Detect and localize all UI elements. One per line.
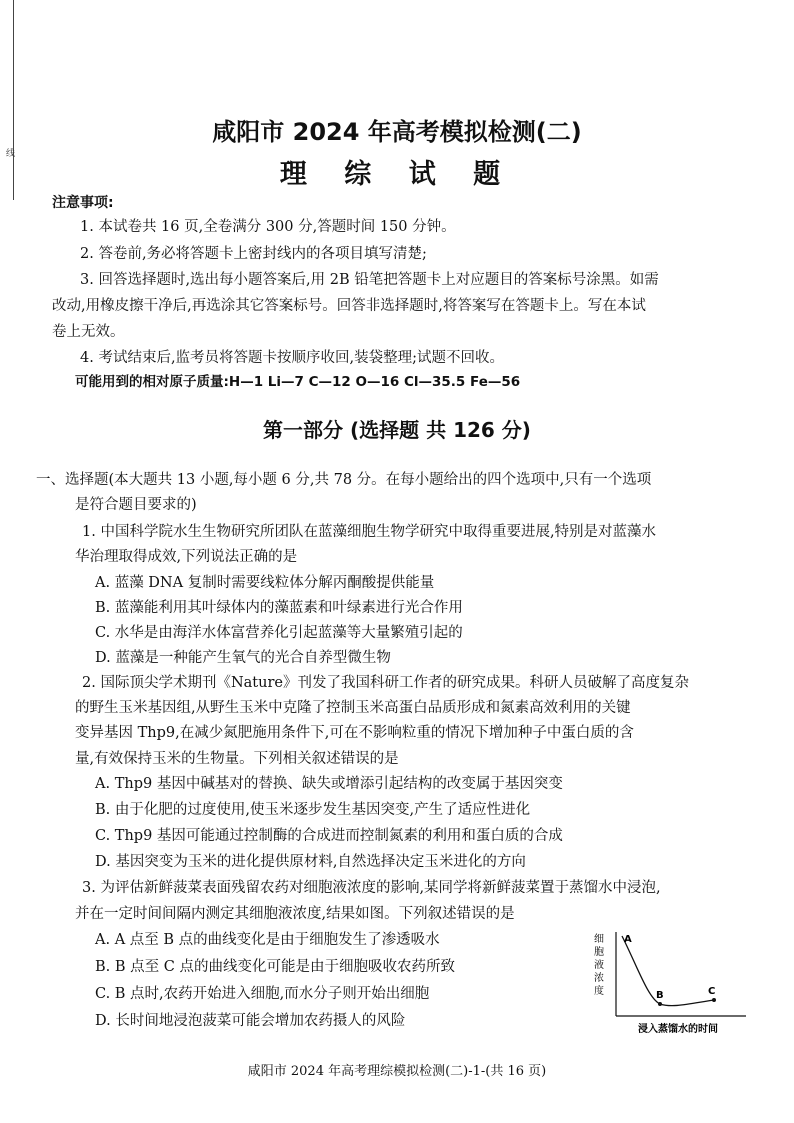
x-axis-label: 浸入蒸馏水的时间: [638, 1024, 718, 1035]
binding-mark: 线: [4, 148, 14, 157]
exam-subtitle: 理 综 试 题: [279, 159, 515, 190]
question-stem: 2. 国际顶尖学术期刊《Nature》刊发了我国科研工作者的研究成果。科研人员破解了高度复杂: [82, 675, 689, 691]
notice-item: 改动,用橡皮擦干净后,再选涂其它答案标号。回答非选择题时,将答案写在答题卡上。写在本试: [52, 298, 646, 314]
notice-item: 卷上无效。: [52, 324, 125, 340]
option-d: D. 蓝藻是一种能产生氧气的光合自养型微生物: [95, 650, 391, 666]
notice-item: 3. 回答选择题时,选出每小题答案后,用 2B 铅笔把答题卡上对应题目的答案标号涂黑。如需: [80, 272, 659, 288]
ylabel-char: 度: [594, 986, 604, 997]
question-stem: 并在一定时间间隔内测定其细胞液浓度,结果如图。下列叙述错误的是: [75, 906, 515, 922]
option-c: C. Thp9 基因可能通过控制酶的合成进而控制氮素的利用和蛋白质的合成: [95, 828, 563, 844]
ylabel-char: 液: [594, 960, 604, 971]
ylabel-char: 浓: [594, 973, 604, 984]
atomic-mass-line: 可能用到的相对原子质量:H—1 Li—7 C—12 O—16 Cl—35.5 Fe—56: [75, 374, 521, 390]
point-label-c: C: [708, 986, 716, 997]
question-stem: 华治理取得成效,下列说法正确的是: [75, 549, 298, 565]
concentration-curve: [622, 936, 714, 1006]
exam-title: 咸阳市 2024 年高考模拟检测(二): [212, 118, 582, 146]
notice-item: 1. 本试卷共 16 页,全卷满分 300 分,答题时间 150 分钟。: [80, 219, 456, 235]
point-b-marker: [658, 1002, 662, 1006]
option-a: A. Thp9 基因中碱基对的替换、缺失或增添引起结构的改变属于基因突变: [95, 776, 563, 792]
point-label-b: B: [656, 990, 664, 1001]
option-b: B. B 点至 C 点的曲线变化可能是由于细胞吸收农药所致: [95, 959, 455, 975]
question-stem: 变异基因 Thp9,在减少氮肥施用条件下,可在不影响粒重的情况下增加种子中蛋白质的含: [75, 725, 634, 741]
option-c: C. B 点时,农药开始进入细胞,而水分子则开始出细胞: [95, 986, 430, 1002]
question-stem: 的野生玉米基因组,从野生玉米中克隆了控制玉米高蛋白品质形成和氮素高效利用的关键: [75, 700, 631, 716]
notice-item: 2. 答卷前,务必将答题卡上密封线内的各项目填写清楚;: [80, 246, 427, 262]
option-d: D. 长时间地浸泡菠菜可能会增加农药摄人的风险: [95, 1013, 406, 1029]
part-intro: 是符合题目要求的): [75, 497, 197, 513]
ylabel-char: 胞: [594, 947, 604, 958]
question-stem: 1. 中国科学院水生生物研究所团队在蓝藻细胞生物学研究中取得重要进展,特别是对蓝藻水: [82, 524, 657, 540]
part-intro: 一、选择题(本大题共 13 小题,每小题 6 分,共 78 分。在每小题给出的四个选项中,只有一个选项: [36, 472, 652, 488]
option-d: D. 基因突变为玉米的进化提供原材料,自然选择决定玉米进化的方向: [95, 854, 526, 870]
question-stem: 3. 为评估新鲜菠菜表面残留农药对细胞液浓度的影响,某同学将新鲜菠菜置于蒸馏水中浸泡,: [82, 880, 661, 896]
option-a: A. 蓝藻 DNA 复制时需要线粒体分解丙酮酸提供能量: [95, 575, 435, 591]
option-b: B. 蓝藻能利用其叶绿体内的藻蓝素和叶绿素进行光合作用: [95, 600, 463, 616]
option-a: A. A 点至 B 点的曲线变化是由于细胞发生了渗透吸水: [95, 932, 440, 948]
notice-item: 4. 考试结束后,监考员将答题卡按顺序收回,装袋整理;试题不回收。: [80, 350, 505, 366]
page-footer: 咸阳市 2024 年高考理综模拟检测(二)-1-(共 16 页): [247, 1064, 547, 1079]
graph-svg: [588, 928, 748, 1038]
notice-heading: 注意事项:: [52, 195, 114, 211]
option-c: C. 水华是由海洋水体富营养化引起蓝藻等大量繁殖引起的: [95, 625, 463, 641]
concentration-graph: [588, 928, 748, 1038]
point-label-a: A: [624, 934, 632, 945]
question-stem: 量,有效保持玉米的生物量。下列相关叙述错误的是: [75, 751, 399, 767]
point-c-marker: [712, 998, 716, 1002]
ylabel-char: 细: [594, 934, 604, 945]
option-b: B. 由于化肥的过度使用,使玉米逐步发生基因突变,产生了适应性进化: [95, 802, 531, 818]
section-title: 第一部分 (选择题 共 126 分): [263, 418, 531, 442]
